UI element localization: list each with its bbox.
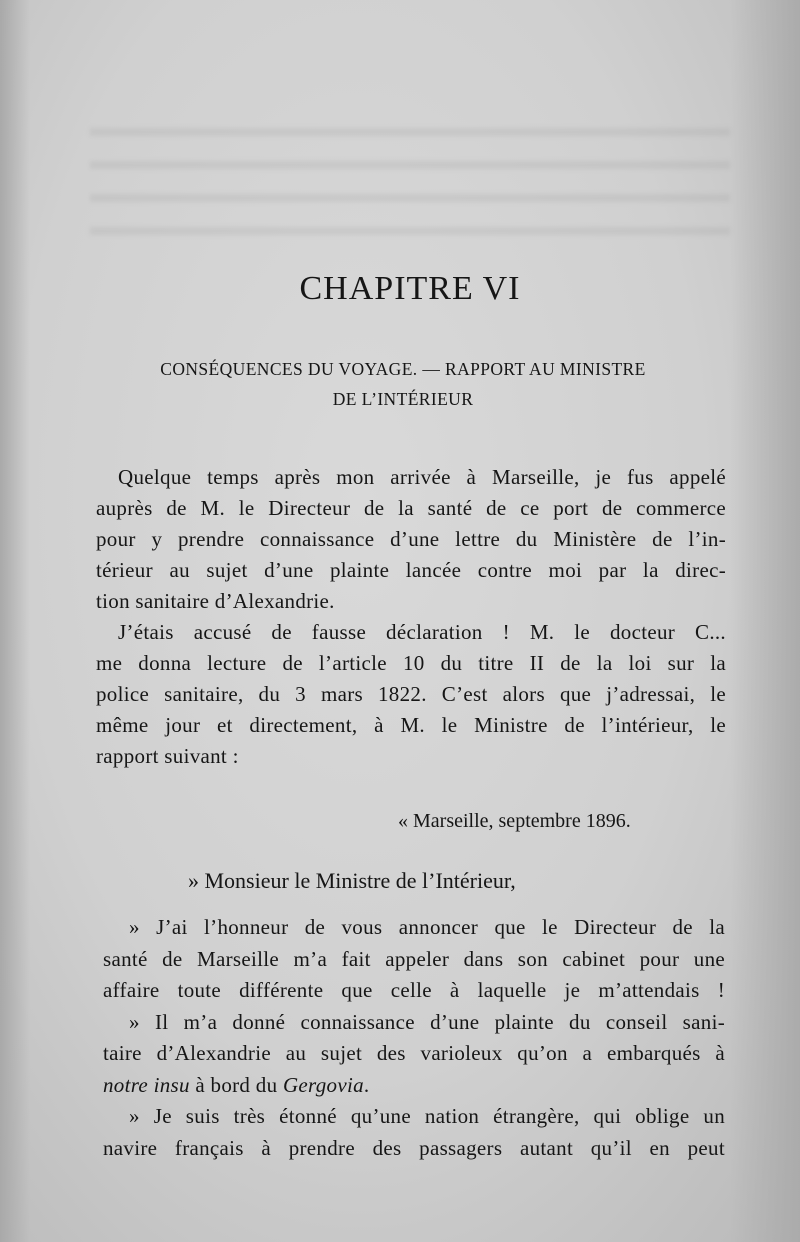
body-text [96, 462, 726, 772]
letter-paragraph-2 [103, 1007, 725, 1102]
text-line [103, 1070, 725, 1102]
text-line: police sanitaire, du 3 mars 1822. C’est alors que j’adressai, le [96, 682, 726, 706]
text-line: rapport suivant : [96, 744, 239, 768]
subtitle-line-1: CONSÉQUENCES DU VOYAGE. — RAPPORT AU MINISTRE [160, 359, 646, 379]
text-line: » Il m’a donné connaissance d’une plainte du conseil sani- [129, 1009, 725, 1034]
text-line: Quelque temps après mon arrivée à Marseille, je fus appelé [118, 465, 726, 489]
text-line: affaire toute différente que celle à laquelle je m’attendais ! [103, 978, 725, 1002]
paragraph-1 [96, 462, 726, 617]
text-line: » J’ai l’honneur de vous annoncer que le Directeur de la [129, 915, 725, 939]
italic-phrase: notre insu [103, 1072, 190, 1097]
text-line: taire d’Alexandrie au sujet des varioleux qu’on a embarqués à [103, 1041, 725, 1065]
letter-salutation: » Monsieur le Ministre de l’Intérieur, [188, 868, 516, 893]
letter-dateline: « Marseille, septembre 1896. [398, 810, 631, 832]
chapter-title: CHAPITRE VI [299, 270, 521, 307]
show-through-text [90, 110, 730, 260]
letter-paragraph-1 [103, 912, 725, 1007]
text-line: santé de Marseille m’a fait appeler dans son cabinet pour une [103, 946, 725, 971]
text-line: pour y prendre connaissance d’une lettre du Ministère de l’in- [96, 527, 726, 551]
text-line: tion sanitaire d’Alexandrie. [96, 589, 335, 613]
letter-text [103, 912, 725, 1164]
letter-paragraph-3 [103, 1101, 725, 1164]
subtitle-line-2: DE L’INTÉRIEUR [332, 389, 474, 409]
text-line: térieur au sujet d’une plainte lancée contre moi par la direc- [96, 558, 726, 582]
chapter-subtitle [118, 354, 688, 414]
text-line: J’étais accusé de fausse déclaration ! M. le docteur C... [118, 620, 726, 644]
paragraph-2 [96, 617, 726, 772]
text-line: auprès de M. le Directeur de la santé de ce port de commerce [96, 496, 726, 520]
text-line: même jour et directement, à M. le Ministre de l’intérieur, le [96, 713, 726, 737]
text-line: me donna lecture de l’article 10 du titre II de la loi sur la [96, 651, 726, 675]
text-fragment: . [363, 1072, 370, 1097]
text-fragment: à bord du [189, 1072, 283, 1097]
ship-name: Gergovia [282, 1072, 364, 1097]
text-line: » Je suis très étonné qu’une nation étrangère, qui oblige un [129, 1104, 725, 1128]
text-line: navire français à prendre des passagers autant qu’il en peut [103, 1135, 725, 1160]
